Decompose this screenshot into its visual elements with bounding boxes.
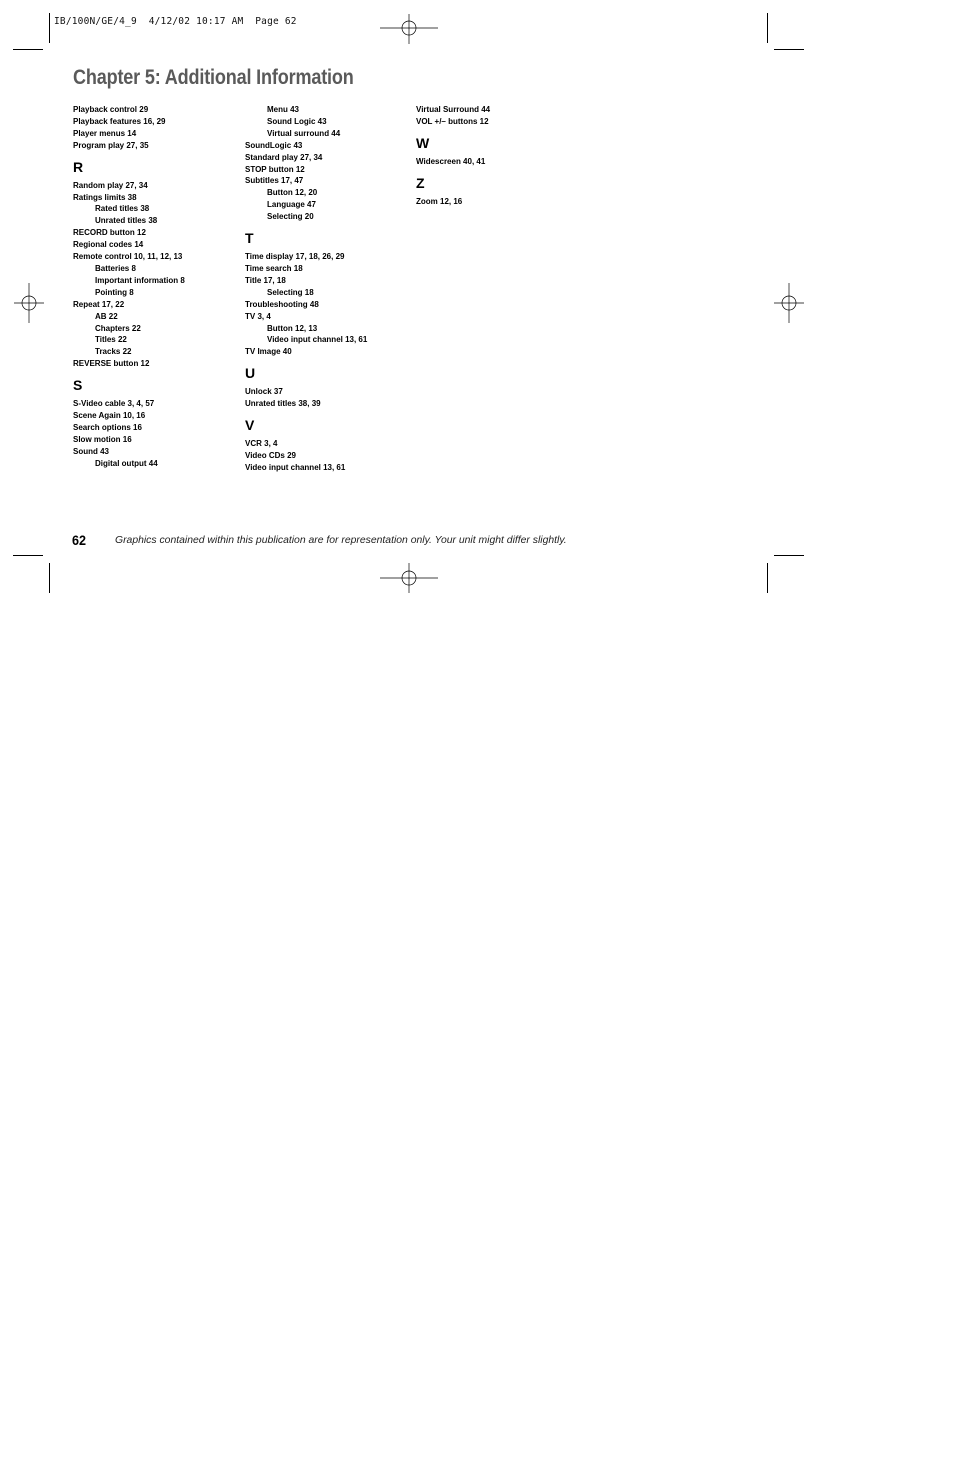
crop-mark-bottom-right-vertical (767, 563, 768, 593)
chapter-title: Chapter 5: Additional Information (73, 66, 354, 89)
index-letter-heading: U (245, 365, 256, 382)
crop-mark-bottom-left-vertical (49, 563, 50, 593)
registration-mark-bottom-icon (380, 563, 438, 593)
crop-mark-bottom-right-horizontal (774, 555, 804, 556)
index-entry: REVERSE button 12 (73, 359, 150, 369)
index-subentry: Unrated titles 38 (95, 216, 158, 226)
footer-disclaimer: Graphics contained within this publication are for representation only. Your unit might differ slightly. (115, 535, 567, 546)
index-entry: Sound 43 (73, 446, 110, 456)
index-entry: Playback control 29 (73, 105, 149, 114)
index-entry: Zoom 12, 16 (416, 196, 463, 206)
index-entry: Regional codes 14 (73, 240, 144, 250)
index-entry: Scene Again 10, 16 (73, 411, 146, 421)
index-subentry: Button 12, 13 (267, 323, 318, 333)
index-letter-heading: T (245, 230, 254, 247)
index-subentry: Video input channel 13, 61 (267, 335, 368, 345)
index-entry: TV 3, 4 (245, 311, 271, 321)
index-entry: Subtitles 17, 47 (245, 176, 304, 186)
index-letter-heading: V (245, 417, 255, 434)
index-entry: Unlock 37 (245, 387, 283, 397)
index-entry: Search options 16 (73, 422, 142, 432)
registration-mark-left-icon (14, 283, 44, 323)
index-entry: Video CDs 29 (245, 450, 296, 460)
index-letter-heading: R (73, 158, 84, 175)
index-subentry: Rated titles 38 (95, 204, 150, 214)
index-entry: Troubleshooting 48 (245, 299, 319, 309)
crop-mark-bottom-left-horizontal (13, 555, 43, 556)
index-subentry: Tracks 22 (95, 347, 132, 357)
index-column-3 (416, 104, 584, 208)
index-subentry: Language 47 (267, 200, 316, 210)
index-entry: VCR 3, 4 (245, 439, 278, 449)
index-subentry: Selecting 20 (267, 212, 314, 222)
index-entry: STOP button 12 (245, 164, 305, 174)
index-entry: Repeat 17, 22 (73, 299, 125, 309)
index-entry: Virtual Surround 44 (416, 105, 491, 114)
index-letter-heading: S (73, 377, 83, 394)
index-entry: TV Image 40 (245, 347, 292, 357)
index-subentry: Selecting 18 (267, 287, 314, 297)
index-subentry: Sound Logic 43 (267, 116, 327, 126)
index-letter-heading: W (416, 134, 430, 151)
index-subentry: Pointing 8 (95, 287, 134, 297)
index-entry: Time display 17, 18, 26, 29 (245, 252, 345, 262)
index-entry: Widescreen 40, 41 (416, 156, 486, 166)
index-entry: S-Video cable 3, 4, 57 (73, 399, 155, 409)
index-entry: Standard play 27, 34 (245, 152, 323, 162)
index-entry: RECORD button 12 (73, 228, 146, 238)
index-entry: Title 17, 18 (245, 275, 286, 285)
index-entry: Random play 27, 34 (73, 180, 148, 190)
index-entry: Unrated titles 38, 39 (245, 399, 321, 409)
index-entry: Player menus 14 (73, 128, 137, 138)
index-entry: Ratings limits 38 (73, 192, 137, 202)
registration-mark-right-icon (774, 283, 804, 323)
crop-mark-top-left-horizontal (13, 49, 43, 50)
index-subentry: Batteries 8 (95, 263, 136, 273)
crop-mark-top-right-vertical (767, 13, 768, 43)
page-number: 62 (72, 532, 87, 548)
index-subentry: Button 12, 20 (267, 188, 318, 198)
index-subentry: Virtual surround 44 (267, 128, 341, 138)
index-entry: Remote control 10, 11, 12, 13 (73, 252, 183, 262)
index-entry: SoundLogic 43 (245, 140, 303, 150)
crop-mark-top-left-vertical (49, 13, 50, 43)
index-subentry: AB 22 (95, 311, 118, 321)
index-letter-heading: Z (416, 174, 425, 191)
index-subentry: Important information 8 (95, 275, 185, 285)
index-subentry: Chapters 22 (95, 323, 141, 333)
index-entry: Program play 27, 35 (73, 140, 149, 150)
print-slug: IB/100N/GE/4_9 4/12/02 10:17 AM Page 62 (54, 16, 297, 27)
index-column-2 (245, 104, 413, 474)
index-entry: VOL +/– buttons 12 (416, 116, 489, 126)
index-subentry: Titles 22 (95, 335, 127, 345)
index-subentry: Digital output 44 (95, 458, 158, 468)
index-entry: Slow motion 16 (73, 434, 132, 444)
crop-mark-top-right-horizontal (774, 49, 804, 50)
index-entry: Time search 18 (245, 263, 303, 273)
index-subentry: Menu 43 (267, 105, 300, 114)
registration-mark-top-icon (380, 14, 438, 44)
index-column-1 (73, 104, 241, 470)
index-entry: Video input channel 13, 61 (245, 462, 346, 472)
index-entry: Playback features 16, 29 (73, 116, 166, 126)
